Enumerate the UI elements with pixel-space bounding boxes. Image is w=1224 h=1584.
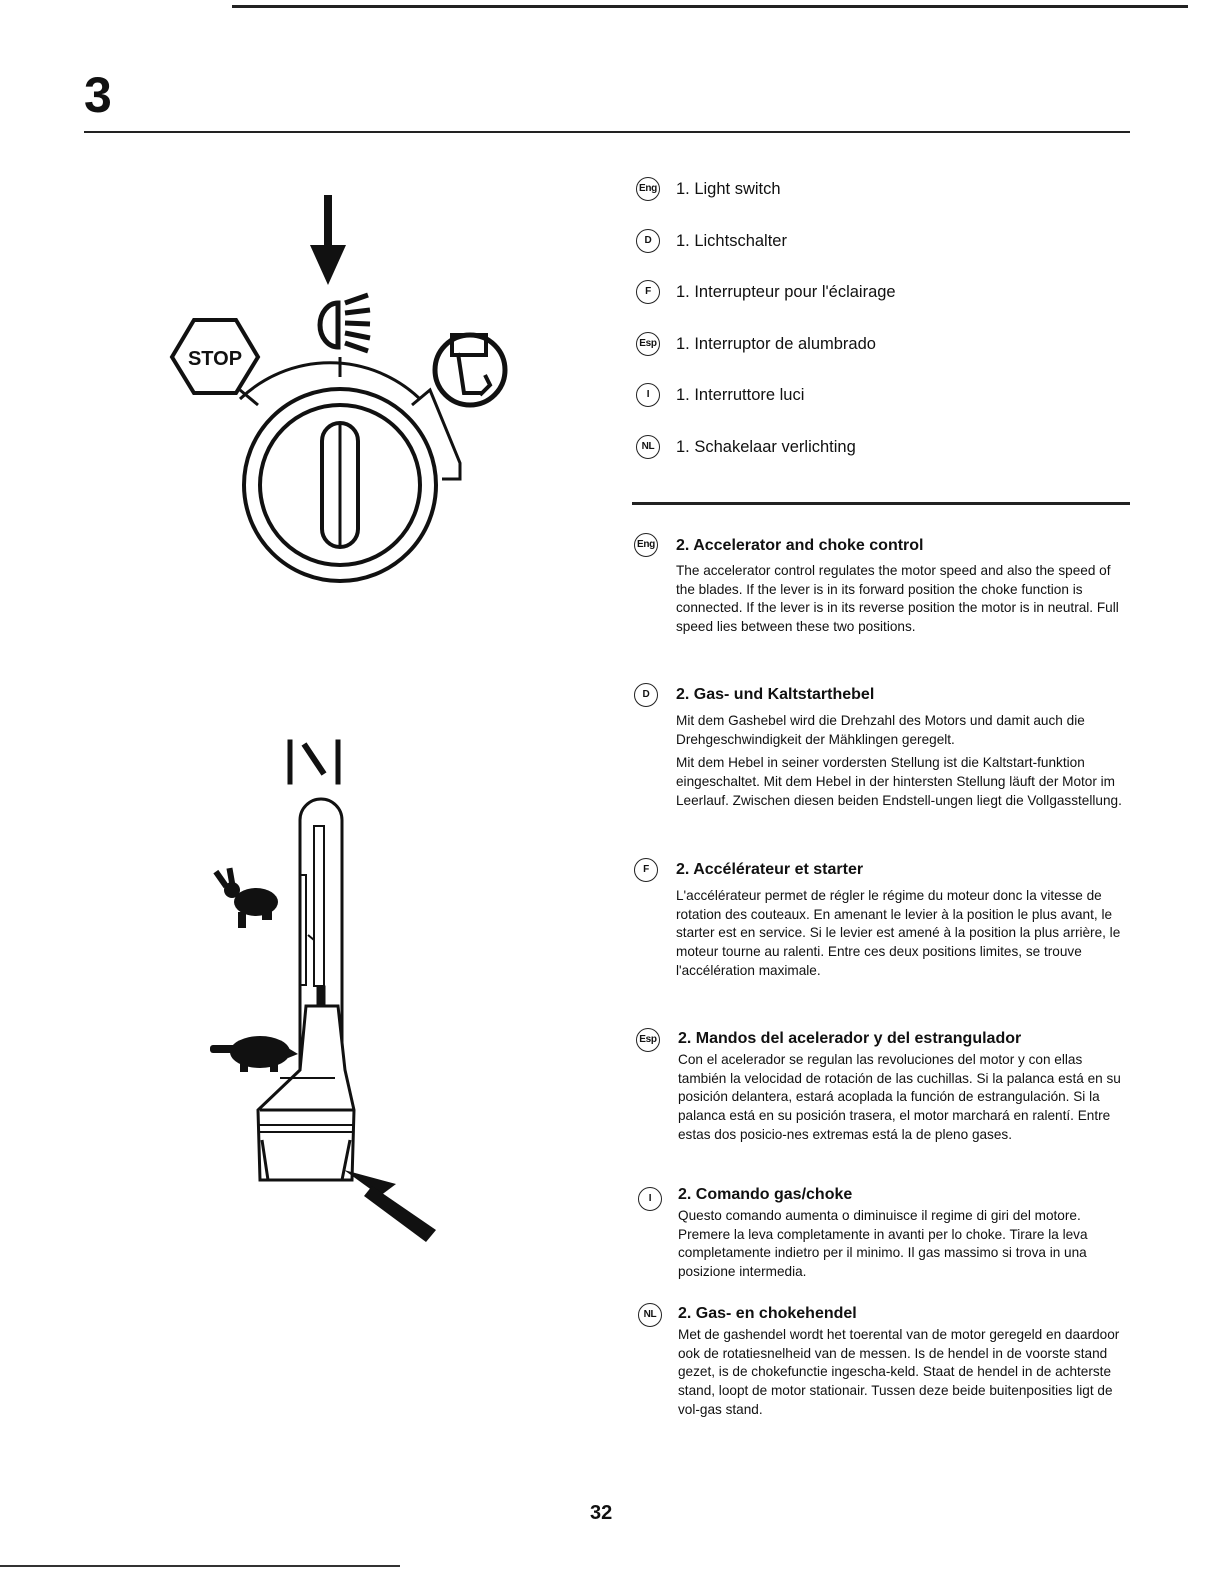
section-body: [678, 1326, 1126, 1425]
section-title: 2. Accelerator and choke control: [676, 537, 924, 554]
light-switch-nl: 1. Schakelaar verlichting: [676, 438, 856, 456]
stop-sign-icon: [172, 320, 258, 393]
section-title: 2. Comando gas/choke: [678, 1186, 853, 1203]
light-switch-esp: 1. Interruptor de alumbrado: [676, 335, 876, 353]
light-switch-i: 1. Interruttore luci: [676, 386, 805, 404]
lang-badge-d: D: [634, 683, 658, 707]
section-divider: [632, 502, 1130, 505]
section-body: [676, 712, 1126, 816]
top-rule: [232, 5, 1188, 8]
lang-badge-esp: Esp: [636, 332, 660, 356]
lang-badge-nl: NL: [636, 435, 660, 459]
section-body: [676, 887, 1126, 986]
section-title: 2. Mandos del acelerador y del estrangulador: [678, 1030, 1022, 1047]
paragraph: Met de gashendel wordt het toerental van de motor geregeld en daardoor ook de rotatiesnelheid van de messen. Is de hendel in de voorste stand gezet, is de chokefunctie ingescha-keld. Staat de hendel in de achterste stand, loopt de motor stationair. Tussen deze beide buitenposities ligt de vol-gas stand.: [678, 1327, 1120, 1417]
position-arc: [240, 363, 420, 399]
lang-badge-eng: Eng: [636, 177, 660, 201]
light-switch-eng: 1. Light switch: [676, 180, 781, 198]
paragraph: Mit dem Gashebel wird die Drehzahl des Motors und damit auch die Drehgeschwindigkeit der Mähklingen geregelt.: [676, 713, 1085, 747]
paragraph: Questo comando aumenta o diminuisce il regime di giri del motore. Premere la leva completamente in avanti per lo choke. Tirare la leva completamente indietro per il minimo. Il gas massimo si trova in una posizione intermedia.: [678, 1208, 1088, 1280]
lang-badge-f: F: [634, 858, 658, 882]
lang-badge-esp: Esp: [636, 1028, 660, 1052]
throttle-lever-figure: [200, 730, 450, 1250]
lang-badge-nl: NL: [638, 1303, 662, 1327]
stop-label: STOP: [187, 348, 243, 370]
bottom-rule: [0, 1565, 400, 1567]
section-body: [676, 562, 1126, 642]
lang-badge-d: D: [636, 229, 660, 253]
light-switch-f: 1. Interrupteur pour l'éclairage: [676, 283, 896, 301]
headlight-icon: [320, 295, 370, 351]
throttle-lever-icon: [258, 986, 354, 1180]
section-body: [678, 1207, 1128, 1287]
lang-badge-i: I: [636, 383, 660, 407]
paragraph: Mit dem Hebel in seiner vordersten Stellung ist die Kaltstart-funktion eingeschaltet. Mit dem Hebel in der hintersten Stellung läuft der Motor im Leerlauf. Zwischen diesen beiden Endstell-ungen liegt die Vollgasstellung.: [676, 755, 1122, 808]
turtle-icon: [210, 1036, 298, 1072]
section-title: 2. Accélérateur et starter: [676, 861, 864, 878]
start-symbol-icon: [435, 335, 505, 405]
ignition-knob-icon: [244, 389, 436, 581]
page-number: 32: [590, 1502, 613, 1524]
lang-badge-f: F: [636, 280, 660, 304]
lang-badge-eng: Eng: [634, 533, 658, 557]
section-title: 2. Gas- und Kaltstarthebel: [676, 686, 875, 703]
section-title: 2. Gas- en chokehendel: [678, 1305, 857, 1322]
paragraph: The accelerator control regulates the motor speed and also the speed of the blades. If the lever is in its forward position the choke function is connected. If the lever is in its reverse position the motor is in neutral. Full speed lies between these two positions.: [676, 563, 1119, 635]
paragraph: Con el acelerador se regulan las revoluciones del motor y con ellas también la velocidad de rotación de las cuchillas. Si la palanca está en su posición delantera, estará acoplada la función de estrangulación. Si la palanca está en su posición trasera, el motor marchará en ralentí. Entre estas dos posicio-nes extremas está la de pleno gases.: [678, 1052, 1121, 1142]
header-rule: [84, 131, 1130, 133]
section-number: 3: [84, 67, 112, 123]
pointer-arrow-icon: [344, 1170, 436, 1242]
down-arrow-icon: [310, 195, 346, 285]
paragraph: L'accélérateur permet de régler le régime du moteur donc la vitesse de rotation des couteaux. En amenant le levier à la position le plus avant, le starter est en service. Si le levier est amené à la position la plus arrière, le moteur tourne au ralenti. Entre ces deux positions limites, se trouve l'accélération maximale.: [676, 888, 1121, 978]
rabbit-icon: [213, 868, 278, 928]
ignition-switch-figure: [160, 185, 520, 615]
section-body: [678, 1051, 1128, 1150]
lang-badge-i: I: [638, 1187, 662, 1211]
light-switch-d: 1. Lichtschalter: [676, 232, 787, 250]
choke-symbol-icon: [288, 740, 340, 784]
